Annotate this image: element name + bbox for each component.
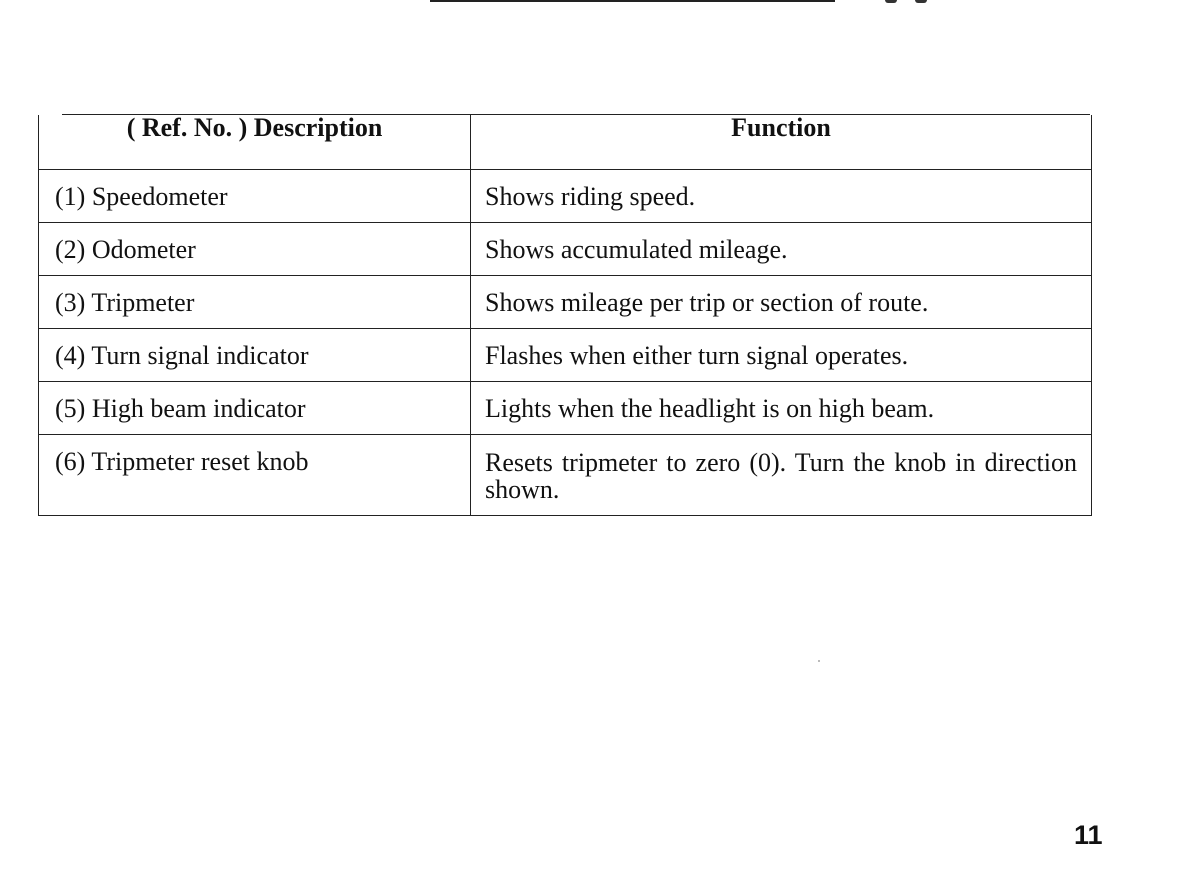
table-row: [39, 382, 1092, 435]
row-description: (4) Turn signal indicator: [39, 329, 471, 382]
table-header-row: [39, 115, 1092, 170]
top-mark-left: [885, 0, 897, 3]
table-row: [39, 329, 1092, 382]
row-description: (5) High beam indicator: [39, 382, 471, 435]
row-description: (6) Tripmeter reset knob: [39, 435, 471, 516]
table-row: [39, 435, 1092, 516]
page-number: 11: [1074, 820, 1103, 850]
top-mark-right: [915, 0, 927, 3]
row-function: Shows mileage per trip or section of route.: [471, 276, 1092, 329]
row-description: (3) Tripmeter: [39, 276, 471, 329]
top-rule: [430, 0, 835, 2]
row-description: (2) Odometer: [39, 223, 471, 276]
row-function: Flashes when either turn signal operates.: [471, 329, 1092, 382]
scan-speck: [818, 660, 820, 662]
description-column-header: ( Ref. No. ) Description: [39, 115, 471, 170]
function-column-header: Function: [471, 115, 1092, 170]
row-function: Lights when the headlight is on high beam.: [471, 382, 1092, 435]
table-row: [39, 223, 1092, 276]
row-description: (1) Speedometer: [39, 170, 471, 223]
table-row: [39, 170, 1092, 223]
indicator-function-table: [38, 115, 1092, 516]
row-function: Shows accumulated mileage.: [471, 223, 1092, 276]
table-row: [39, 276, 1092, 329]
row-function: Resets tripmeter to zero (0). Turn the knob in direction shown.: [471, 435, 1092, 516]
row-function: Shows riding speed.: [471, 170, 1092, 223]
